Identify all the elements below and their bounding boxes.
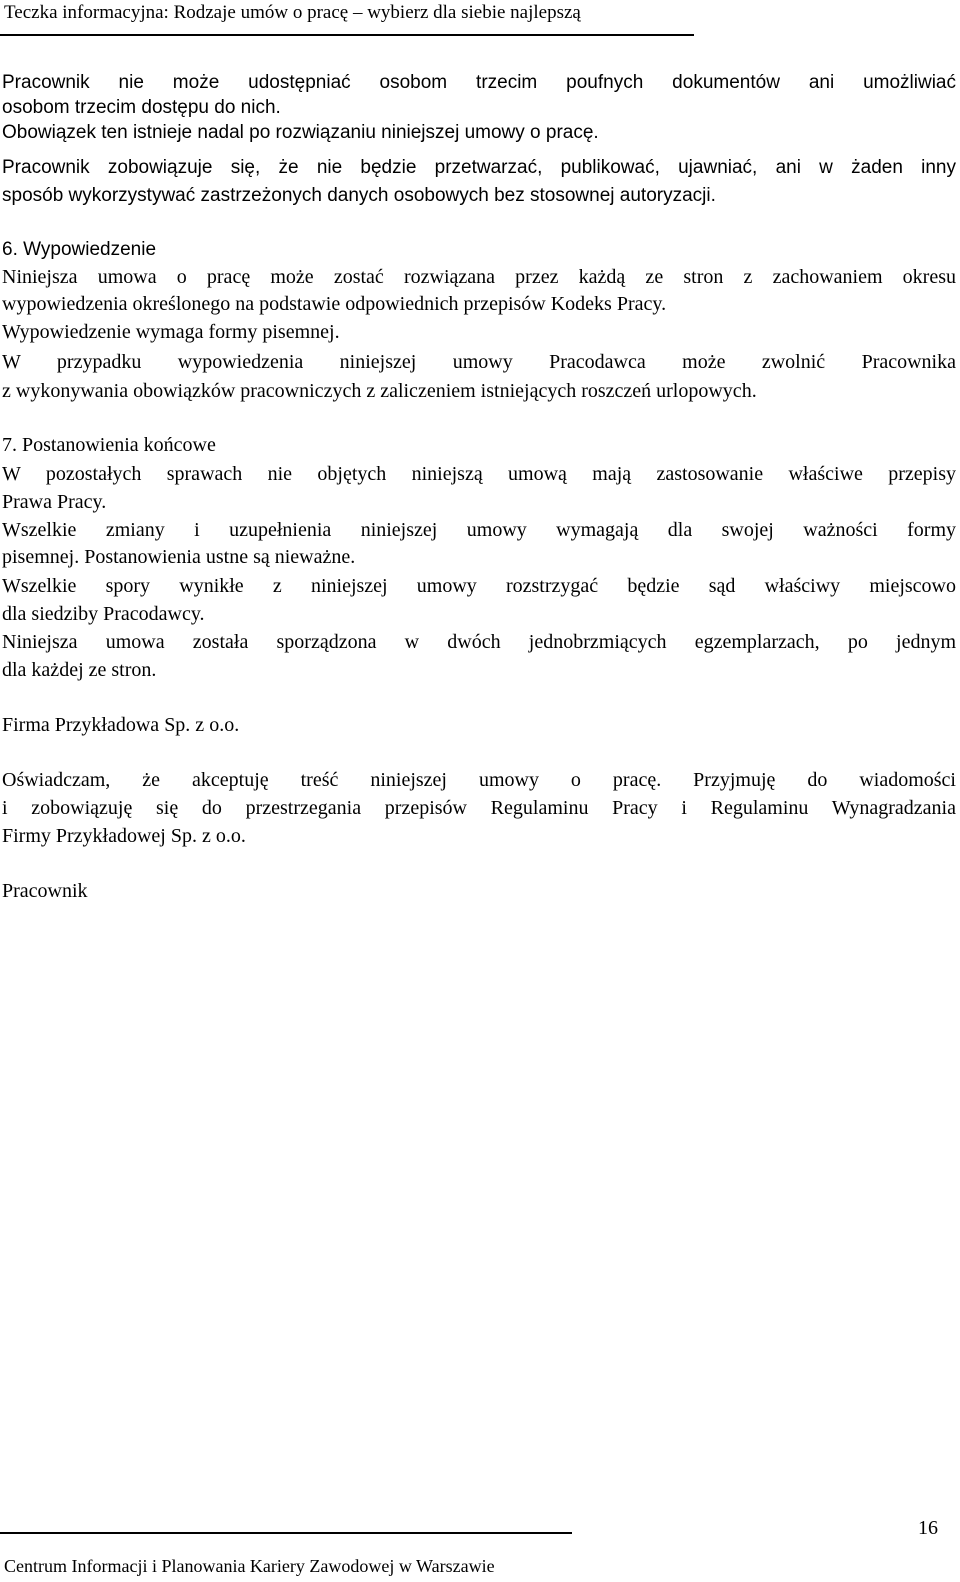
final-provisions-line-3: Wszelkie zmiany i uzupełnienia niniejszej umowy wymagają dla swojej ważności formy [2,519,956,541]
section-heading-final-provisions: 7. Postanowienia końcowe [2,434,216,456]
footer-rule [0,1532,572,1534]
final-provisions-line-7: Niniejsza umowa została sporządzona w dwóch jednobrzmiących egzemplarzach, po jednym [2,631,956,653]
termination-line-5: z wykonywania obowiązków pracowniczych z zaliczeniem istniejących roszczeń urlopowych. [2,380,757,402]
declaration-line-1: Oświadczam, że akceptuję treść niniejszej umowy o pracę. Przyjmuję do wiadomości [2,769,956,791]
final-provisions-line-5: Wszelkie spory wynikłe z niniejszej umowy rozstrzygać będzie sąd właściwy miejscowo [2,575,956,597]
footer-text: Centrum Informacji i Planowania Kariery Zawodowej w Warszawie [4,1556,495,1576]
declaration-line-2: i zobowiązuję się do przestrzegania przepisów Regulaminu Pracy i Regulaminu Wynagradzania [2,797,956,819]
header-rule [0,34,694,36]
final-provisions-line-2: Prawa Pracy. [2,491,107,513]
confidentiality-line-2: osobom trzecim dostępu do nich. [2,97,281,118]
termination-line-1: Niniejsza umowa o pracę może zostać rozwiązana przez każdą ze stron z zachowaniem okresu [2,266,956,288]
final-provisions-line-6: dla siedziby Pracodawcy. [2,603,205,625]
confidentiality-line-1: Pracownik nie może udostępniać osobom trzecim poufnych dokumentów ani umożliwiać [2,72,956,93]
final-provisions-line-8: dla każdej ze stron. [2,659,157,681]
data-protection-line-2: sposób wykorzystywać zastrzeżonych danych osobowych bez stosownej autoryzacji. [2,185,716,206]
termination-line-3: Wypowiedzenie wymaga formy pisemnej. [2,321,340,343]
section-heading-termination: 6. Wypowiedzenie [2,239,157,260]
company-name: Firma Przykładowa Sp. z o.o. [2,714,240,736]
header-title: Teczka informacyjna: Rodzaje umów o pracę – wybierz dla siebie najlepszą [4,2,581,23]
termination-line-2: wypowiedzenia określonego na podstawie odpowiednich przepisów Kodeks Pracy. [2,293,667,315]
data-protection-line-1: Pracownik zobowiązuje się, że nie będzie przetwarzać, publikować, ujawniać, ani w żaden inny [2,157,956,178]
confidentiality-line-3: Obowiązek ten istnieje nadal po rozwiązaniu niniejszej umowy o pracę. [2,122,599,143]
declaration-line-3: Firmy Przykładowej Sp. z o.o. [2,825,246,847]
final-provisions-line-1: W pozostałych sprawach nie objętych niniejszą umową mają zastosowanie właściwe przepisy [2,463,956,485]
employee-signature-label: Pracownik [2,880,88,902]
final-provisions-line-4: pisemnej. Postanowienia ustne są nieważne. [2,546,356,568]
termination-line-4: W przypadku wypowiedzenia niniejszej umowy Pracodawca może zwolnić Pracownika [2,351,956,373]
page-number: 16 [918,1517,938,1539]
